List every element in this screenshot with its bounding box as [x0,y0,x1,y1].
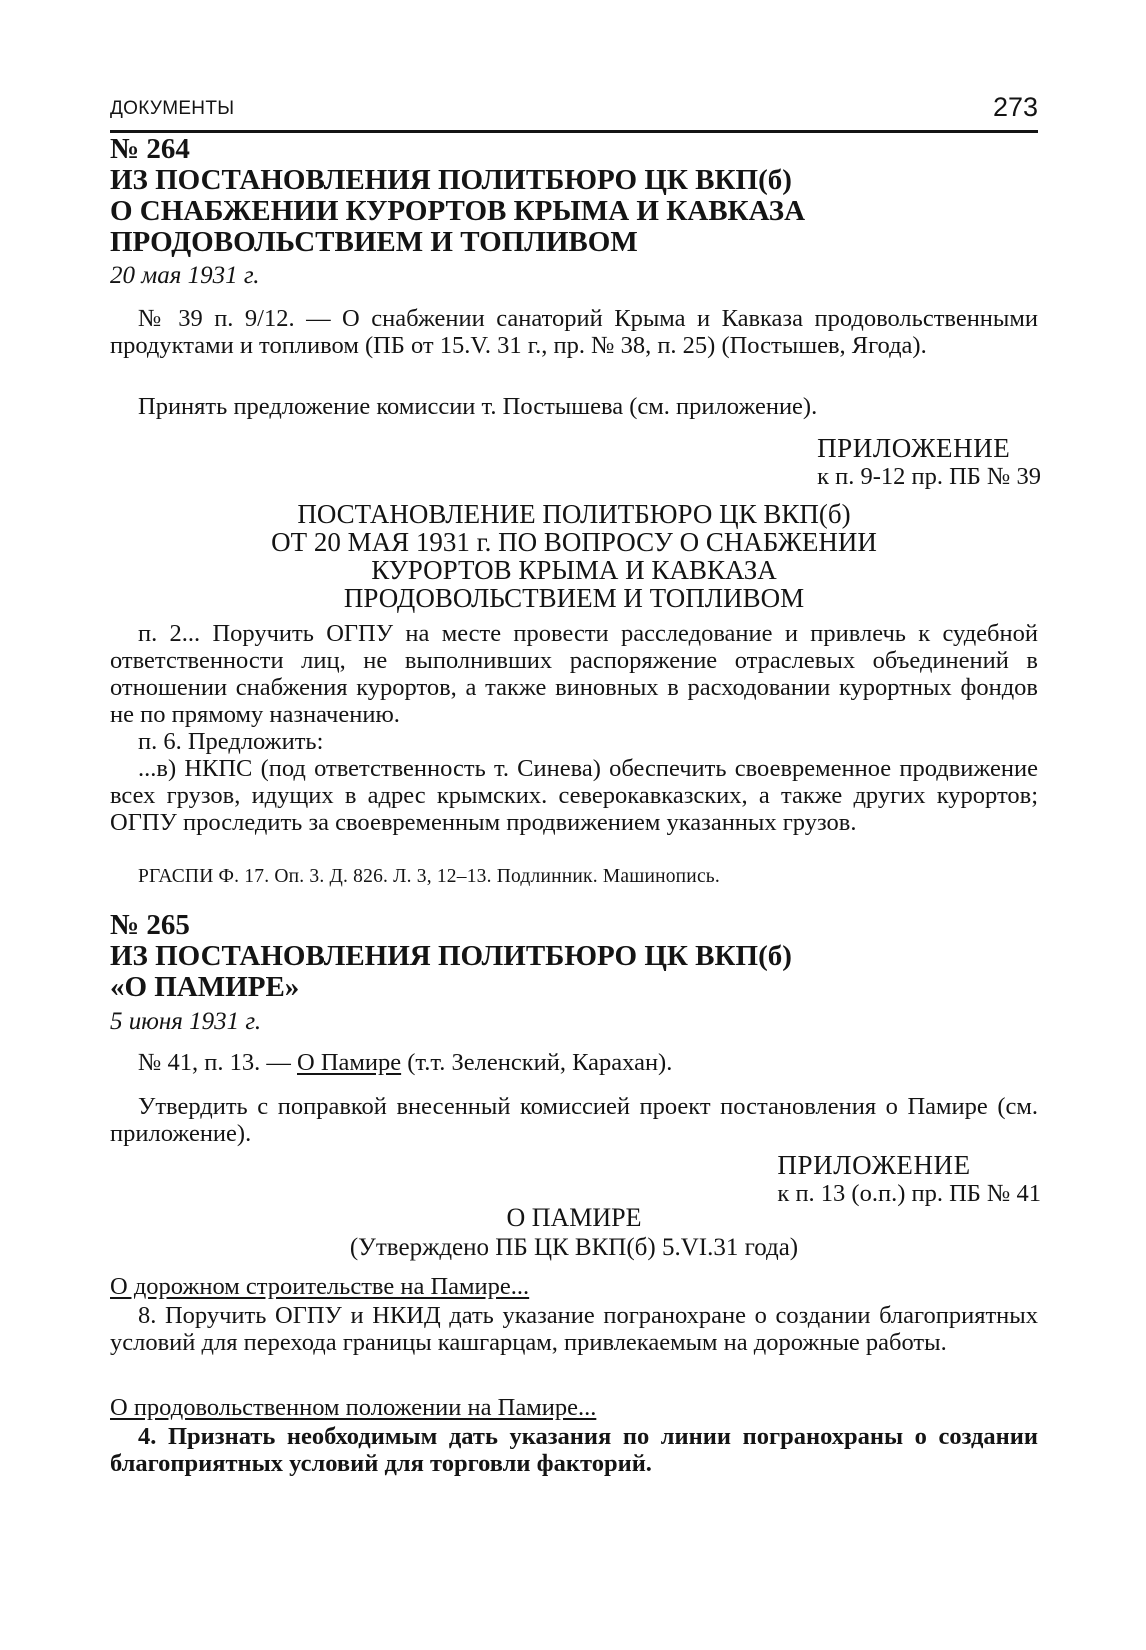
doc-265-subheading-roads: О дорожном строительстве на Памире... [110,1273,530,1300]
item-suffix: (т.т. Зеленский, Карахан). [401,1049,673,1076]
doc-264-date: 20 мая 1931 г. [110,262,260,289]
item-prefix: № 41, п. 13. — [138,1049,297,1076]
doc-265-resolution-title [110,1203,1038,1263]
resolution-title: О ПАМИРЕ [506,1203,642,1232]
section-title: ДОКУМЕНТЫ [110,98,235,119]
page-number: 273 [992,92,1038,122]
doc-264-heading [110,134,1040,258]
appendix-reference: к п. 9-12 пр. ПБ № 39 [817,463,1041,490]
doc-title-line: ПРОДОВОЛЬСТВИЕМ И ТОПЛИВОМ [110,226,638,258]
doc-265-decision: Утвердить с поправкой внесенный комиссией проект постановления о Памире (см. приложение). [110,1093,1038,1147]
doc-264-paragraph-6v: ...в) НКПС (под ответственность т. Синева) обеспечить своевременное продвижение всех грузов, идущих в адрес крымских. северокавказских, а также других курортов; ОГПУ проследить за своевременным продвижением указанных грузов. [110,755,1038,836]
doc-265-date: 5 июня 1931 г. [110,1008,262,1035]
resolution-note: (Утверждено ПБ ЦК ВКП(б) 5.VI.31 года) [349,1234,799,1261]
resolution-title-line: ПРОДОВОЛЬСТВИЕМ И ТОПЛИВОМ [343,583,805,613]
doc-title-line: ИЗ ПОСТАНОВЛЕНИЯ ПОЛИТБЮРО ЦК ВКП(б) [110,940,792,972]
doc-264-appendix-label [817,433,1041,491]
doc-264-paragraph-2: п. 2... Поручить ОГПУ на месте провести расследование и привлечь к судебной ответственности лиц, не выполнивших распоряжение отраслевых объединений в отношении снабжения курортов, а также виновных в расходовании курортных фондов не по прямому назначению. [110,620,1038,728]
running-header [110,92,1038,133]
item-topic: О Памире [297,1049,402,1076]
doc-265-appendix-label [777,1150,1041,1208]
doc-number: № 265 [110,909,190,941]
doc-264-item: № 39 п. 9/12. — О снабжении санаторий Крыма и Кавказа продовольственными продуктами и топливом (ПБ от 15.V. 31 г., пр. № 38, п. 25) (Постышев, Ягода). [110,305,1038,359]
appendix-reference: к п. 13 (о.п.) пр. ПБ № 41 [777,1180,1041,1207]
resolution-title-line: ОТ 20 МАЯ 1931 г. ПО ВОПРОСУ О СНАБЖЕНИИ [271,527,877,557]
doc-number: № 264 [110,133,190,165]
appendix-title: ПРИЛОЖЕНИЕ [817,433,1011,463]
doc-265-heading [110,910,1040,1003]
doc-264-archive-source: РГАСПИ Ф. 17. Оп. 3. Д. 826. Л. 3, 12–13. Подлинник. Машинопись. [138,866,720,887]
doc-265-subheading-food: О продовольственном положении на Памире... [110,1394,597,1421]
doc-title-line: ИЗ ПОСТАНОВЛЕНИЯ ПОЛИТБЮРО ЦК ВКП(б) [110,164,792,196]
doc-title-line: «О ПАМИРЕ» [110,971,300,1003]
doc-title-line: О СНАБЖЕНИИ КУРОРТОВ КРЫМА И КАВКАЗА [110,195,806,227]
resolution-title-line: КУРОРТОВ КРЫМА И КАВКАЗА [371,555,777,585]
doc-264-paragraph-6: п. 6. Предложить: [138,728,324,755]
doc-265-paragraph-8: 8. Поручить ОГПУ и НКИД дать указание погранохране о создании благоприятных условий для перехода границы кашгарцам, привлекаемым на дорожные работы. [110,1302,1038,1356]
resolution-title-line: ПОСТАНОВЛЕНИЕ ПОЛИТБЮРО ЦК ВКП(б) [297,499,851,529]
appendix-title: ПРИЛОЖЕНИЕ [777,1150,971,1180]
doc-265-item [110,1049,1038,1076]
doc-264-resolution-title [110,500,1038,612]
doc-264-decision: Принять предложение комиссии т. Постышева (см. приложение). [138,393,818,420]
doc-265-paragraph-4: 4. Признать необходимым дать указания по линии погранохраны о создании благоприятных условий для торговли факторий. [110,1423,1038,1477]
